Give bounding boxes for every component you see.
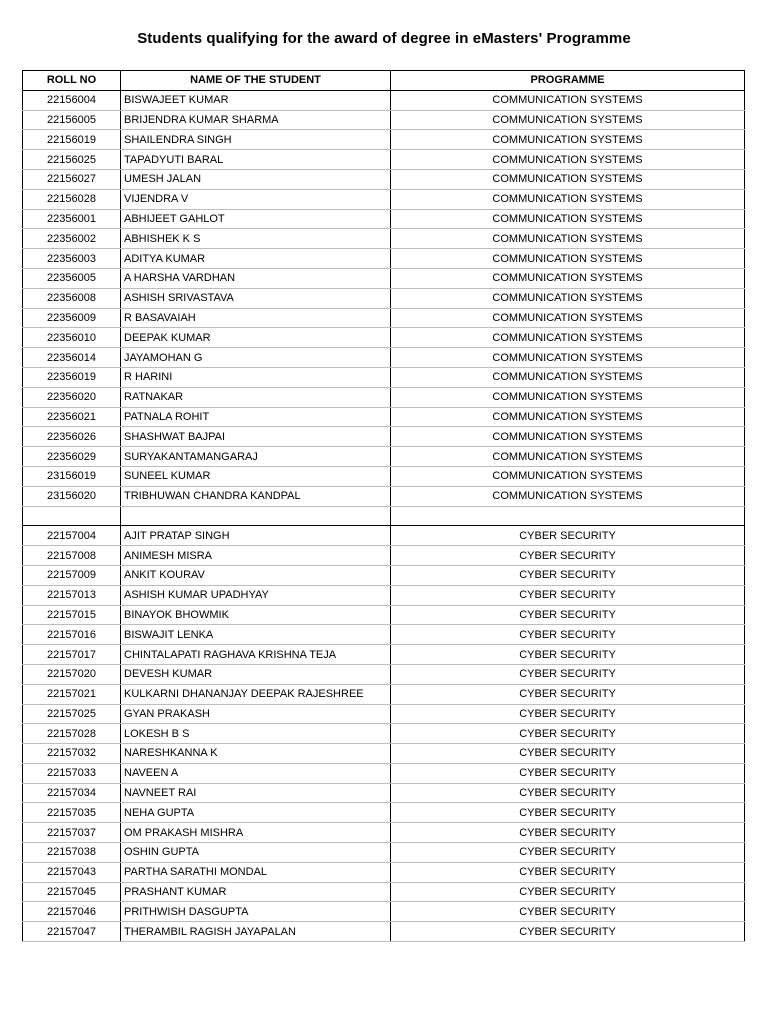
student-name-cell: BISWAJEET KUMAR xyxy=(121,90,391,110)
programme-cell: COMMUNICATION SYSTEMS xyxy=(391,427,745,447)
roll-no-cell: 22157038 xyxy=(23,843,121,863)
programme-cell: COMMUNICATION SYSTEMS xyxy=(391,288,745,308)
roll-no-cell: 22157037 xyxy=(23,823,121,843)
student-name-cell: DEEPAK KUMAR xyxy=(121,328,391,348)
roll-no-cell: 23156020 xyxy=(23,486,121,506)
roll-no-cell: 22157046 xyxy=(23,902,121,922)
table-row xyxy=(23,605,745,625)
table-row xyxy=(23,189,745,209)
programme-cell: COMMUNICATION SYSTEMS xyxy=(391,268,745,288)
student-name-cell: GYAN PRAKASH xyxy=(121,704,391,724)
student-name-cell: BRIJENDRA KUMAR SHARMA xyxy=(121,110,391,130)
table-row xyxy=(23,862,745,882)
roll-no-cell: 22156019 xyxy=(23,130,121,150)
programme-cell: COMMUNICATION SYSTEMS xyxy=(391,229,745,249)
students-table xyxy=(22,70,745,942)
student-name-cell: OM PRAKASH MISHRA xyxy=(121,823,391,843)
programme-cell: CYBER SECURITY xyxy=(391,763,745,783)
table-row xyxy=(23,308,745,328)
table-row xyxy=(23,328,745,348)
programme-cell: COMMUNICATION SYSTEMS xyxy=(391,130,745,150)
programme-cell: CYBER SECURITY xyxy=(391,882,745,902)
programme-cell: COMMUNICATION SYSTEMS xyxy=(391,110,745,130)
table-row xyxy=(23,922,745,942)
student-name-cell: NARESHKANNA K xyxy=(121,744,391,764)
table-row xyxy=(23,150,745,170)
student-name-cell: TRIBHUWAN CHANDRA KANDPAL xyxy=(121,486,391,506)
student-name-cell: ABHIJEET GAHLOT xyxy=(121,209,391,229)
student-name-cell: ANIMESH MISRA xyxy=(121,546,391,566)
table-row xyxy=(23,288,745,308)
table-row xyxy=(23,585,745,605)
programme-cell: CYBER SECURITY xyxy=(391,645,745,665)
table-header-row xyxy=(23,71,745,91)
roll-no-cell: 22156004 xyxy=(23,90,121,110)
programme-cell: CYBER SECURITY xyxy=(391,565,745,585)
programme-cell: CYBER SECURITY xyxy=(391,546,745,566)
table-row xyxy=(23,367,745,387)
student-name-cell: R BASAVAIAH xyxy=(121,308,391,328)
student-name-cell: ANKIT KOURAV xyxy=(121,565,391,585)
roll-no-cell: 22157009 xyxy=(23,565,121,585)
table-row xyxy=(23,744,745,764)
roll-no-cell xyxy=(23,506,121,526)
table-row xyxy=(23,169,745,189)
programme-cell: CYBER SECURITY xyxy=(391,704,745,724)
roll-no-cell: 22156005 xyxy=(23,110,121,130)
roll-no-cell: 22157015 xyxy=(23,605,121,625)
roll-no-cell: 22157004 xyxy=(23,526,121,546)
table-row xyxy=(23,803,745,823)
header-programme: PROGRAMME xyxy=(391,71,745,91)
table-row xyxy=(23,645,745,665)
programme-cell: COMMUNICATION SYSTEMS xyxy=(391,348,745,368)
roll-no-cell: 22157016 xyxy=(23,625,121,645)
programme-cell: CYBER SECURITY xyxy=(391,724,745,744)
roll-no-cell: 22356003 xyxy=(23,249,121,269)
student-name-cell: VIJENDRA V xyxy=(121,189,391,209)
programme-cell: CYBER SECURITY xyxy=(391,922,745,942)
student-name-cell: ADITYA KUMAR xyxy=(121,249,391,269)
table-row xyxy=(23,763,745,783)
programme-cell: CYBER SECURITY xyxy=(391,684,745,704)
programme-cell: COMMUNICATION SYSTEMS xyxy=(391,189,745,209)
roll-no-cell: 22156028 xyxy=(23,189,121,209)
student-name-cell: CHINTALAPATI RAGHAVA KRISHNA TEJA xyxy=(121,645,391,665)
programme-cell: COMMUNICATION SYSTEMS xyxy=(391,150,745,170)
table-row xyxy=(23,229,745,249)
roll-no-cell: 22157020 xyxy=(23,664,121,684)
programme-cell: COMMUNICATION SYSTEMS xyxy=(391,486,745,506)
roll-no-cell: 22156027 xyxy=(23,169,121,189)
programme-cell: CYBER SECURITY xyxy=(391,664,745,684)
student-name-cell: RATNAKAR xyxy=(121,387,391,407)
table-row xyxy=(23,268,745,288)
table-row xyxy=(23,724,745,744)
roll-no-cell: 22157032 xyxy=(23,744,121,764)
roll-no-cell: 22157008 xyxy=(23,546,121,566)
student-name-cell: DEVESH KUMAR xyxy=(121,664,391,684)
student-name-cell: ABHISHEK K S xyxy=(121,229,391,249)
roll-no-cell: 22356010 xyxy=(23,328,121,348)
programme-cell: COMMUNICATION SYSTEMS xyxy=(391,328,745,348)
student-name-cell: ASHISH KUMAR UPADHYAY xyxy=(121,585,391,605)
roll-no-cell: 23156019 xyxy=(23,466,121,486)
programme-cell: CYBER SECURITY xyxy=(391,585,745,605)
student-name-cell: UMESH JALAN xyxy=(121,169,391,189)
student-name-cell: THERAMBIL RAGISH JAYAPALAN xyxy=(121,922,391,942)
table-row xyxy=(23,526,745,546)
programme-cell: CYBER SECURITY xyxy=(391,803,745,823)
table-row xyxy=(23,90,745,110)
student-name-cell: PARTHA SARATHI MONDAL xyxy=(121,862,391,882)
table-row xyxy=(23,565,745,585)
roll-no-cell: 22356021 xyxy=(23,407,121,427)
student-name-cell: NAVEEN A xyxy=(121,763,391,783)
roll-no-cell: 22157013 xyxy=(23,585,121,605)
roll-no-cell: 22356020 xyxy=(23,387,121,407)
table-body xyxy=(23,90,745,941)
roll-no-cell: 22157043 xyxy=(23,862,121,882)
table-row xyxy=(23,546,745,566)
table-row xyxy=(23,407,745,427)
roll-no-cell: 22356026 xyxy=(23,427,121,447)
student-name-cell: PRITHWISH DASGUPTA xyxy=(121,902,391,922)
table-row xyxy=(23,664,745,684)
programme-cell: COMMUNICATION SYSTEMS xyxy=(391,249,745,269)
programme-cell: CYBER SECURITY xyxy=(391,783,745,803)
roll-no-cell: 22356001 xyxy=(23,209,121,229)
student-name-cell: R HARINI xyxy=(121,367,391,387)
roll-no-cell: 22157017 xyxy=(23,645,121,665)
student-name-cell: SURYAKANTAMANGARAJ xyxy=(121,447,391,467)
table-row xyxy=(23,506,745,526)
student-name-cell: ASHISH SRIVASTAVA xyxy=(121,288,391,308)
table-row xyxy=(23,387,745,407)
student-name-cell: OSHIN GUPTA xyxy=(121,843,391,863)
table-row xyxy=(23,466,745,486)
roll-no-cell: 22356014 xyxy=(23,348,121,368)
programme-cell: COMMUNICATION SYSTEMS xyxy=(391,209,745,229)
table-row xyxy=(23,486,745,506)
student-name-cell: BINAYOK BHOWMIK xyxy=(121,605,391,625)
roll-no-cell: 22156025 xyxy=(23,150,121,170)
roll-no-cell: 22356029 xyxy=(23,447,121,467)
student-name-cell: BISWAJIT LENKA xyxy=(121,625,391,645)
table-row xyxy=(23,625,745,645)
student-name-cell: TAPADYUTI BARAL xyxy=(121,150,391,170)
roll-no-cell: 22157028 xyxy=(23,724,121,744)
programme-cell: CYBER SECURITY xyxy=(391,902,745,922)
table-row xyxy=(23,447,745,467)
table-row xyxy=(23,843,745,863)
student-name-cell: AJIT PRATAP SINGH xyxy=(121,526,391,546)
table-row xyxy=(23,902,745,922)
student-name-cell: NEHA GUPTA xyxy=(121,803,391,823)
table-row xyxy=(23,882,745,902)
table-row xyxy=(23,704,745,724)
student-name-cell: NAVNEET RAI xyxy=(121,783,391,803)
programme-cell: COMMUNICATION SYSTEMS xyxy=(391,407,745,427)
roll-no-cell: 22157025 xyxy=(23,704,121,724)
programme-cell: CYBER SECURITY xyxy=(391,843,745,863)
programme-cell: COMMUNICATION SYSTEMS xyxy=(391,367,745,387)
programme-cell: CYBER SECURITY xyxy=(391,862,745,882)
table-row xyxy=(23,209,745,229)
roll-no-cell: 22356019 xyxy=(23,367,121,387)
roll-no-cell: 22157035 xyxy=(23,803,121,823)
programme-cell: COMMUNICATION SYSTEMS xyxy=(391,308,745,328)
programme-cell: CYBER SECURITY xyxy=(391,526,745,546)
student-name-cell: SHASHWAT BAJPAI xyxy=(121,427,391,447)
table-row xyxy=(23,823,745,843)
table-row xyxy=(23,427,745,447)
student-name-cell: A HARSHA VARDHAN xyxy=(121,268,391,288)
page-title: Students qualifying for the award of degree in eMasters' Programme xyxy=(137,30,631,47)
programme-cell: COMMUNICATION SYSTEMS xyxy=(391,387,745,407)
table-row xyxy=(23,249,745,269)
student-name-cell: SHAILENDRA SINGH xyxy=(121,130,391,150)
roll-no-cell: 22356009 xyxy=(23,308,121,328)
programme-cell: CYBER SECURITY xyxy=(391,744,745,764)
roll-no-cell: 22157034 xyxy=(23,783,121,803)
table-row xyxy=(23,684,745,704)
roll-no-cell: 22356002 xyxy=(23,229,121,249)
programme-cell: COMMUNICATION SYSTEMS xyxy=(391,169,745,189)
student-name-cell: LOKESH B S xyxy=(121,724,391,744)
programme-cell xyxy=(391,506,745,526)
header-roll-no: ROLL NO xyxy=(23,71,121,91)
programme-cell: COMMUNICATION SYSTEMS xyxy=(391,447,745,467)
programme-cell: COMMUNICATION SYSTEMS xyxy=(391,90,745,110)
programme-cell: COMMUNICATION SYSTEMS xyxy=(391,466,745,486)
roll-no-cell: 22157033 xyxy=(23,763,121,783)
student-name-cell: JAYAMOHAN G xyxy=(121,348,391,368)
student-name-cell xyxy=(121,506,391,526)
roll-no-cell: 22157045 xyxy=(23,882,121,902)
programme-cell: CYBER SECURITY xyxy=(391,605,745,625)
student-name-cell: SUNEEL KUMAR xyxy=(121,466,391,486)
table-row xyxy=(23,348,745,368)
roll-no-cell: 22356008 xyxy=(23,288,121,308)
table-row xyxy=(23,110,745,130)
student-name-cell: KULKARNI DHANANJAY DEEPAK RAJESHREE xyxy=(121,684,391,704)
roll-no-cell: 22356005 xyxy=(23,268,121,288)
programme-cell: CYBER SECURITY xyxy=(391,823,745,843)
table-row xyxy=(23,783,745,803)
roll-no-cell: 22157047 xyxy=(23,922,121,942)
programme-cell: CYBER SECURITY xyxy=(391,625,745,645)
student-name-cell: PRASHANT KUMAR xyxy=(121,882,391,902)
student-name-cell: PATNALA ROHIT xyxy=(121,407,391,427)
roll-no-cell: 22157021 xyxy=(23,684,121,704)
table-row xyxy=(23,130,745,150)
header-student-name: NAME OF THE STUDENT xyxy=(121,71,391,91)
